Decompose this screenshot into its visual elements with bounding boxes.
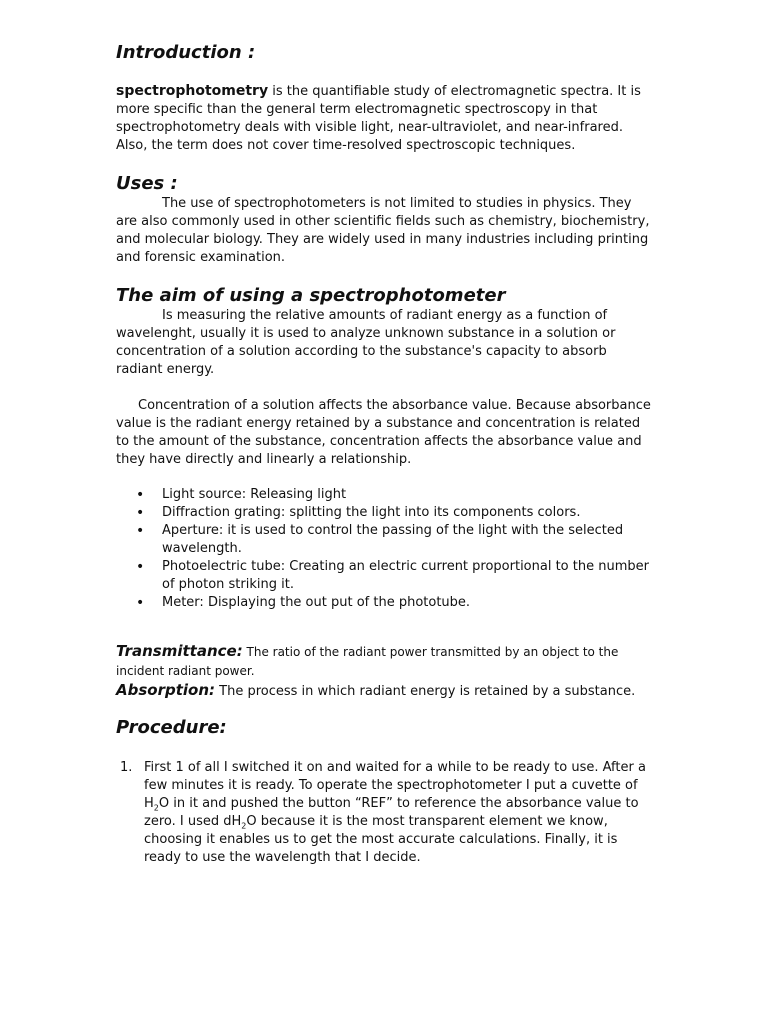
list-item: • Light source: Releasing light xyxy=(116,486,656,504)
transmittance-text: The ratio of the radiant power transmitted by an object to the incident radiant power. xyxy=(116,645,619,678)
list-item: • Meter: Displaying the out put of the phototube. xyxy=(116,594,656,612)
introduction-lead-term: spectrophotometry xyxy=(116,83,269,99)
transmittance-term: Transmittance: xyxy=(116,642,243,660)
step-text-a: First 1 of all I switched it on and waited for a while to be ready to use. After a few minutes it is ready. To operate the spectrophotometer I put a cuvette of H xyxy=(144,760,646,811)
uses-paragraph: The use of spectrophotometers is not limited to studies in physics. They are also commonly used in other scientific fields such as chemistry, biochemistry, and molecular biology. They are widely used in many industries including printing and forensic examination. xyxy=(116,196,650,265)
procedure-heading: Procedure: xyxy=(116,717,227,738)
document-page xyxy=(116,42,656,867)
step-text-c: O because it is the most transparent element we know, choosing it enables us to get the most accurate calculations. Finally, it is ready to use the wavelength that I decide. xyxy=(144,814,618,865)
list-item: • Diffraction grating: splitting the light into its components colors. xyxy=(116,504,656,522)
aim-paragraph-2: Concentration of a solution affects the absorbance value. Because absorbance value is the radiant energy retained by a substance and concentration is related to the amount of the substance, concentration affects the absorbance value and they have directly and linearly a relationship. xyxy=(116,398,651,467)
procedure-steps xyxy=(116,759,656,867)
components-list xyxy=(116,486,656,612)
transmittance-definition xyxy=(116,642,656,681)
aim-paragraph-1: Is measuring the relative amounts of radiant energy as a function of wavelenght, usually it is used to analyze unknown substance in a solution or concentration of a solution according to the substance's capacity to absorb radiant energy. xyxy=(116,308,616,377)
list-item: • Photoelectric tube: Creating an electric current proportional to the number of photon striking it. xyxy=(116,558,656,594)
uses-heading: Uses : xyxy=(116,173,178,194)
introduction-body: is the quantifiable study of electromagnetic spectra. It is more specific than the general term electromagnetic spectroscopy in that spectrophotometry deals with visible light, near-ultraviolet, and near-infrared. Also, the term does not cover time-resolved spectroscopic techniques. xyxy=(116,84,641,153)
subscript-2: 2 xyxy=(153,803,159,813)
step-number: 1. xyxy=(120,760,133,775)
aim-heading: The aim of using a spectrophotometer xyxy=(116,285,506,306)
step-text-b: O in it and pushed the button “REF” to reference the absorbance value to zero. I used dH xyxy=(144,796,639,829)
list-item: • Aperture: it is used to control the passing of the light with the selected wavelength. xyxy=(116,522,656,558)
absorption-text: The process in which radiant energy is retained by a substance. xyxy=(215,684,636,699)
introduction-paragraph xyxy=(116,82,656,155)
list-item xyxy=(116,759,656,867)
absorption-definition xyxy=(116,681,656,701)
subscript-2: 2 xyxy=(241,821,247,831)
introduction-heading: Introduction : xyxy=(116,42,256,63)
absorption-term: Absorption: xyxy=(116,681,216,699)
